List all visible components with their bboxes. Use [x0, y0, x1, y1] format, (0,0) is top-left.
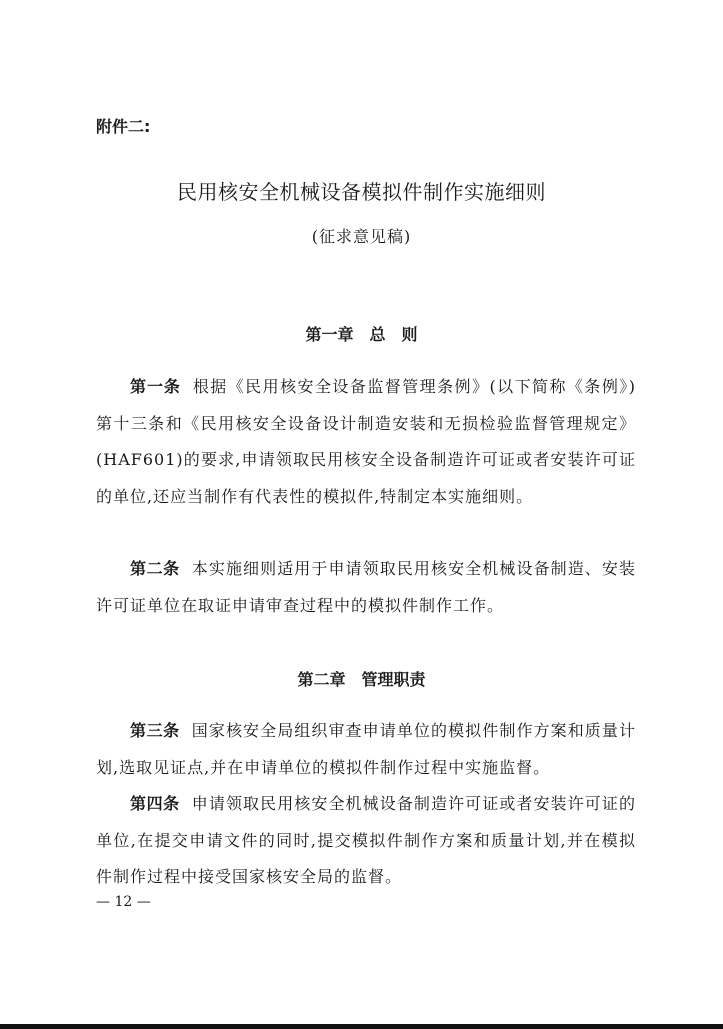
article-4	[96, 786, 636, 896]
article-text: 本实施细则适用于申请领取民用核安全机械设备制造、安装许可证单位在取证申请审查过程中的模拟件制作工作。	[96, 559, 636, 615]
article-2	[96, 551, 636, 624]
chapter-heading-2: 第二章 管理职责	[297, 670, 426, 689]
article-text: 根据《民用核安全设备监督管理条例》(以下简称《条例》)第十三条和《民用核安全设备设计制造安装和无损检验监督管理规定》(HAF601)的要求,申请领取民用核安全设备制造许可证或者安装许可证的单位,还应当制作有代表性的模拟件,特制定本实施细则。	[96, 377, 636, 506]
page-number: — 12 —	[96, 894, 151, 910]
document-title: 民用核安全机械设备模拟件制作实施细则	[177, 180, 546, 204]
article-label: 第三条	[130, 721, 180, 740]
article-1	[96, 369, 636, 515]
article-3	[96, 713, 636, 786]
bottom-border	[0, 1024, 723, 1029]
document-subtitle: (征求意见稿)	[311, 227, 412, 246]
article-text: 国家核安全局组织审查申请单位的模拟件制作方案和质量计划,选取见证点,并在申请单位的模拟件制作过程中实施监督。	[96, 721, 636, 777]
article-text: 申请领取民用核安全机械设备制造许可证或者安装许可证的单位,在提交申请文件的同时,提交模拟件制作方案和质量计划,并在模拟件制作过程中接受国家核安全局的监督。	[96, 794, 636, 886]
article-label: 第二条	[130, 559, 180, 578]
article-label: 第一条	[130, 377, 181, 396]
attachment-label: 附件二:	[96, 117, 151, 136]
article-label: 第四条	[130, 794, 180, 813]
chapter-heading-1: 第一章 总 则	[305, 325, 418, 344]
